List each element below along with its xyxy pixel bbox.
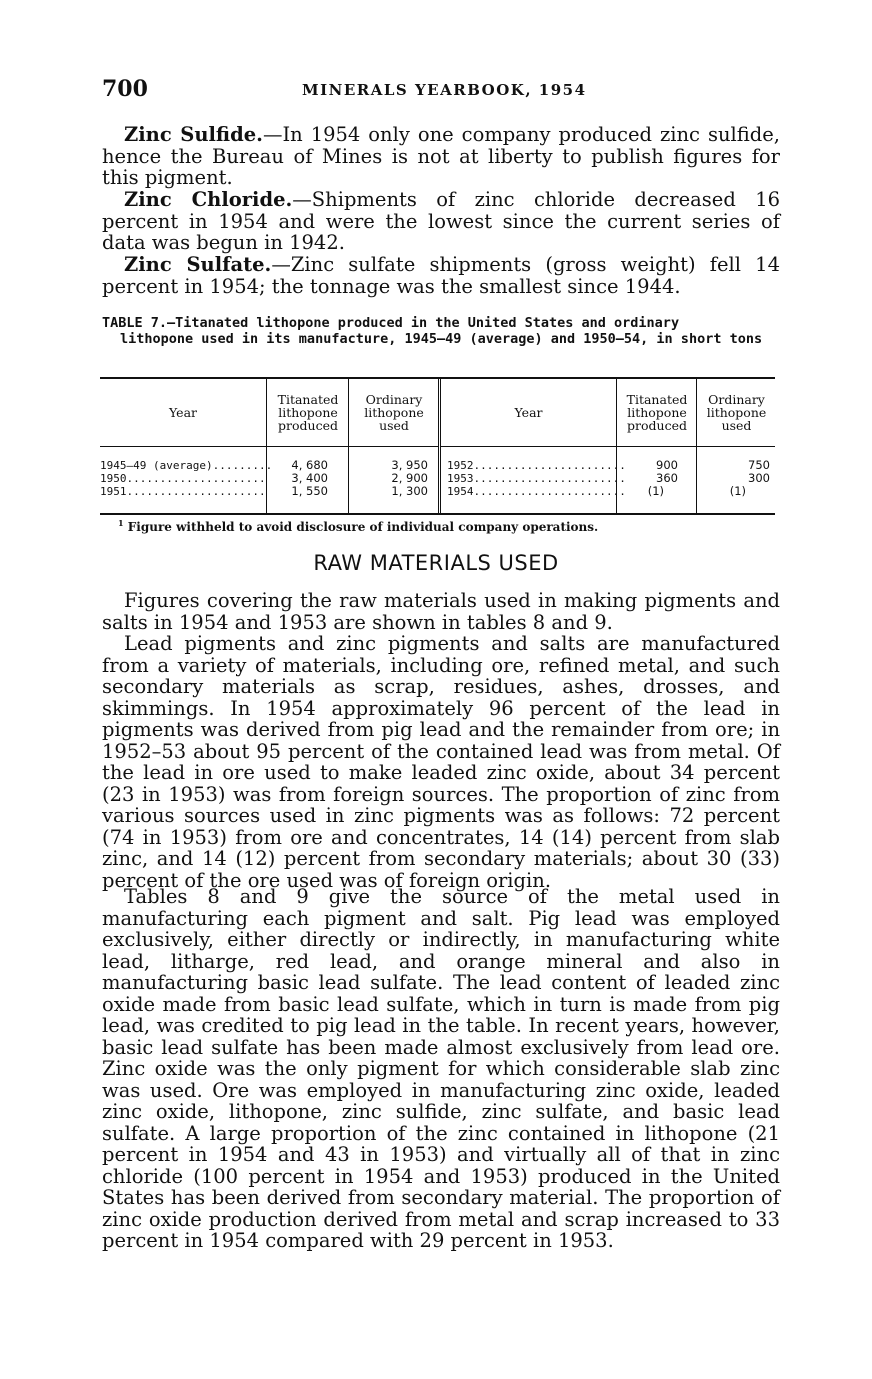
page-number: 700 xyxy=(102,76,148,102)
zinc-chloride-heading: Zinc Chloride. xyxy=(124,188,293,211)
zinc-sulfide-heading: Zinc Sulfide. xyxy=(124,123,263,146)
running-head: MINERALS YEARBOOK, 1954 xyxy=(302,81,587,99)
table-row-year: 1950..................... xyxy=(100,472,266,485)
table-cell: 300 xyxy=(748,471,770,485)
table-cell: (1) xyxy=(647,484,664,498)
table-7-caption-line1: TABLE 7.—Titanated lithopone produced in the United States and ordinary xyxy=(102,315,680,331)
table-7-caption xyxy=(102,316,780,347)
table-7 xyxy=(100,377,775,515)
body-paragraph: Figures covering the raw materials used in making pigments and salts in 1954 and 1953 are shown in tables 8 and 9. xyxy=(102,589,780,634)
zinc-sulfide-text: —In 1954 only one company produced zinc sulfide, hence the Bureau of Mines is not at liberty to publish figures for this pigment. xyxy=(102,123,780,189)
table-cell: 750 xyxy=(748,458,770,472)
table-cell: (1) xyxy=(729,484,746,498)
table-row-year: 1945–49 (average)......... xyxy=(100,459,273,472)
footnote-mark: 1 xyxy=(118,518,124,528)
table-cell: 900 xyxy=(656,458,678,472)
table-7-caption-line2: lithopone used in its manufacture, 1945–49 (average) and 1950–54, in short tons xyxy=(120,330,763,347)
page-header xyxy=(102,76,777,106)
zinc-sulfate-heading: Zinc Sulfate. xyxy=(124,253,272,276)
table-header-row xyxy=(441,379,775,447)
table-cell: 4, 680 xyxy=(291,458,328,472)
zinc-chloride-paragraph xyxy=(102,189,780,254)
table-cell: 3, 950 xyxy=(391,458,428,472)
table-cell: 2, 900 xyxy=(391,471,428,485)
table-row-year: 1951..................... xyxy=(100,485,266,498)
section-title: RAW MATERIALS USED xyxy=(313,551,559,575)
zinc-chloride-text: —Shipments of zinc chloride decreased 16 percent in 1954 and were the lowest since the current series of data was begun in 1942. xyxy=(102,188,781,254)
zinc-sulfide-paragraph xyxy=(102,124,780,189)
table-7-left-half xyxy=(100,379,441,513)
zinc-sulfate-text: —Zinc sulfate shipments (gross weight) fell 14 percent in 1954; the tonnage was the smallest since 1944. xyxy=(102,253,780,298)
header-ordinary: Ordinary lithopone used xyxy=(348,379,439,446)
table-7-footnote xyxy=(118,518,598,534)
table-cell: 3, 400 xyxy=(291,471,328,485)
table-cell: 1, 300 xyxy=(391,484,428,498)
table-cell: 360 xyxy=(656,471,678,485)
header-titanated: Titanated lithopone produced xyxy=(266,379,349,446)
table-7-right-half xyxy=(441,379,775,513)
header-year: Year xyxy=(169,405,197,420)
table-row-year: 1953....................... xyxy=(447,472,626,485)
header-year: Year xyxy=(514,405,543,420)
header-titanated: Titanated lithopone produced xyxy=(616,379,697,446)
body-paragraph: Lead pigments and zinc pigments and salts are manufactured from a variety of materials, including ore, refined metal, and such secondary materials as scrap, residues, ashes, drosses, and skimmings. In 1954 approximately 96 percent of the lead in pigments was derived from pig lead and the remainder from ore; in 1952–53 about 95 percent of the contained lead was from metal. Of the lead in ore used to make leaded zinc oxide, about 34 percent (23 in 1953) was from foreign sources. The proportion of zinc from various sources used in zinc pigments was as follows: 72 percent (74 in 1953) from ore and concentrates, 14 (14) percent from slab zinc, and 14 (12) percent from secondary materials; about 30 (33) percent of the ore used was of foreign origin. xyxy=(102,632,780,892)
body-paragraph: Tables 8 and 9 give the source of the metal used in manufacturing each pigment and salt. Pig lead was employed exclusively, either directly or indirectly, in manufacturing white lead, litharge, red lead, and orange mineral and also in manufacturing basic lead sulfate. The lead content of leaded zinc oxide made from basic lead sulfate, which in turn is made from pig lead, was credited to pig lead in the table. In recent years, however, basic lead sulfate has been made almost exclusively from lead ore. Zinc oxide was the only pigment for which considerable slab zinc was used. Ore was employed in manufacturing zinc oxide, leaded zinc oxide, lithopone, zinc sulfide, zinc sulfate, and basic lead sulfate. A large proportion of the zinc contained in lithopone (21 percent in 1954 and 43 in 1953) and virtually all of that in zinc chloride (100 percent in 1954 and 1953) produced in the United States has been derived from secondary material. The proportion of zinc oxide production derived from metal and scrap increased to 33 percent in 1954 compared with 29 percent in 1953. xyxy=(102,885,780,1252)
table-header-row xyxy=(100,379,438,447)
zinc-sulfate-paragraph xyxy=(102,254,780,297)
header-ordinary: Ordinary lithopone used xyxy=(696,379,776,446)
table-cell: 1, 550 xyxy=(291,484,328,498)
table-row-year: 1952....................... xyxy=(447,459,626,472)
table-row-year: 1954....................... xyxy=(447,485,626,498)
footnote-text: Figure withheld to avoid disclosure of individual company operations. xyxy=(127,520,599,534)
